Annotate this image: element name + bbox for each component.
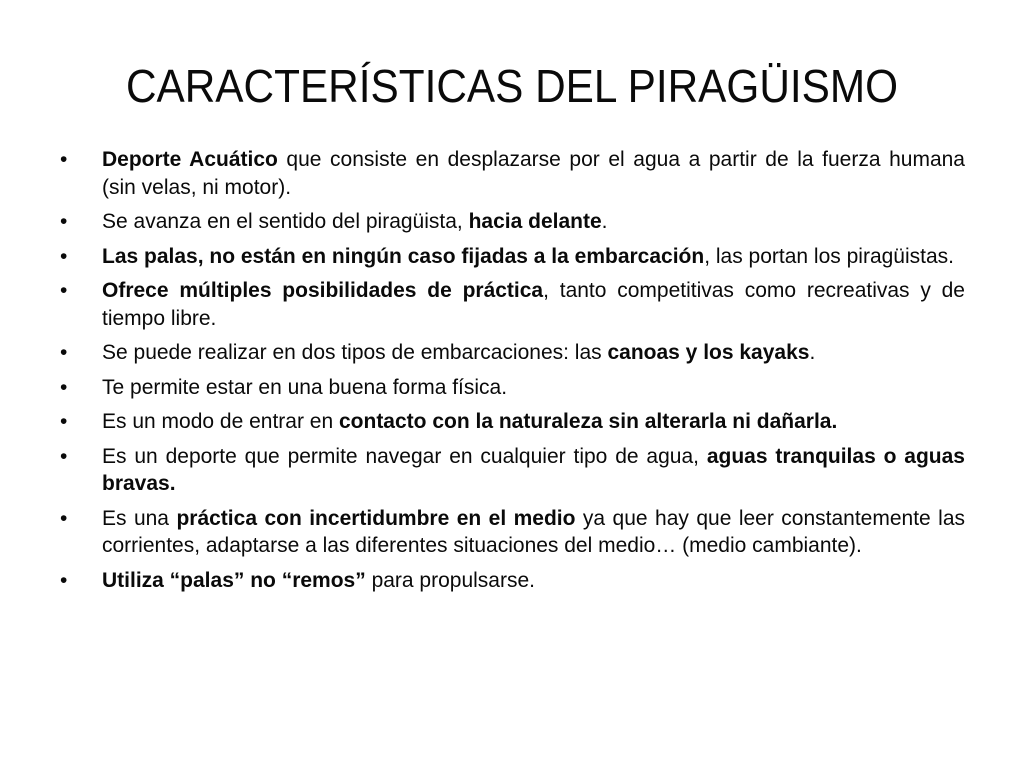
bullet-item bbox=[60, 567, 965, 595]
bullet-dot-icon: • bbox=[60, 506, 68, 530]
bullet-text bbox=[102, 148, 965, 199]
bullet-dot-icon: • bbox=[60, 444, 68, 468]
bullet-text bbox=[102, 279, 965, 330]
bullet-item bbox=[60, 374, 965, 402]
bullet-segment: , tanto competitivas como recreativas y de tiempo libre. bbox=[102, 279, 965, 330]
bullet-segment: ya que hay que leer constantemente las corrientes, adaptarse a las diferentes situaciones del medio… (medio cambiante). bbox=[102, 506, 966, 557]
bullet-text bbox=[102, 569, 535, 592]
bullet-bold-segment: práctica con incertidumbre en el medio bbox=[176, 506, 576, 530]
bullet-bold-segment: hacia delante bbox=[468, 210, 602, 233]
bullet-segment: Es un modo de entrar en bbox=[102, 410, 339, 433]
bullet-item bbox=[60, 443, 965, 498]
slide-title: CARACTERÍSTICAS DEL PIRAGÜISMO bbox=[125, 60, 899, 112]
bullet-text bbox=[102, 245, 954, 268]
bullet-dot-icon: • bbox=[60, 148, 68, 171]
bullet-segment: Se puede realizar en dos tipos de embarcaciones: las bbox=[102, 341, 608, 364]
bullet-segment: Te permite estar en una buena forma física. bbox=[102, 375, 508, 399]
bullet-bold-segment: Utiliza “palas” no “remos” bbox=[102, 568, 366, 592]
bullet-text bbox=[102, 210, 607, 233]
bullet-item bbox=[60, 505, 965, 560]
bullet-bold-segment: Ofrece múltiples posibilidades de práctica bbox=[102, 279, 544, 302]
bullet-item bbox=[60, 277, 965, 332]
bullet-segment: Es una bbox=[102, 506, 177, 530]
bullet-dot-icon: • bbox=[60, 341, 68, 364]
bullet-bold-segment: canoas y los kayaks bbox=[607, 341, 810, 364]
bullet-text bbox=[102, 507, 965, 558]
bullet-dot-icon: • bbox=[60, 210, 68, 233]
bullet-dot-icon: • bbox=[60, 568, 68, 592]
bullet-segment: Se avanza en el sentido del piragüista, bbox=[102, 210, 469, 233]
bullet-item bbox=[60, 146, 965, 201]
bullet-item bbox=[60, 208, 965, 236]
bullet-dot-icon: • bbox=[60, 410, 68, 433]
bullet-text bbox=[102, 376, 507, 399]
bullet-bold-segment: Las palas, no están en ningún caso fijadas a la embarcación bbox=[102, 244, 705, 268]
bullet-segment: que consiste en desplazarse por el agua a partir de la fuerza humana (sin velas, ni motor). bbox=[102, 148, 965, 199]
bullet-segment: Es un deporte que permite navegar en cualquier tipo de agua, bbox=[102, 444, 707, 468]
bullet-bold-segment: aguas tranquilas o aguas bravas. bbox=[102, 444, 965, 495]
bullet-text bbox=[102, 445, 965, 496]
bullet-text bbox=[102, 341, 815, 364]
bullet-item bbox=[60, 339, 965, 367]
bullet-dot-icon: • bbox=[60, 375, 68, 399]
bullet-segment: , las portan los piragüistas. bbox=[704, 244, 954, 268]
bullet-text bbox=[102, 410, 837, 433]
bullet-segment: . bbox=[809, 341, 816, 364]
bullet-item bbox=[60, 408, 965, 436]
bullet-bold-segment: contacto con la naturaleza sin alterarla ni dañarla. bbox=[338, 410, 838, 433]
bullet-segment: . bbox=[601, 210, 608, 233]
bullet-dot-icon: • bbox=[60, 279, 68, 302]
bullet-dot-icon: • bbox=[60, 244, 68, 268]
bullet-item bbox=[60, 243, 965, 271]
bullet-list bbox=[60, 146, 965, 601]
bullet-segment: para propulsarse. bbox=[365, 568, 535, 592]
bullet-bold-segment: Deporte Acuático bbox=[102, 148, 278, 171]
